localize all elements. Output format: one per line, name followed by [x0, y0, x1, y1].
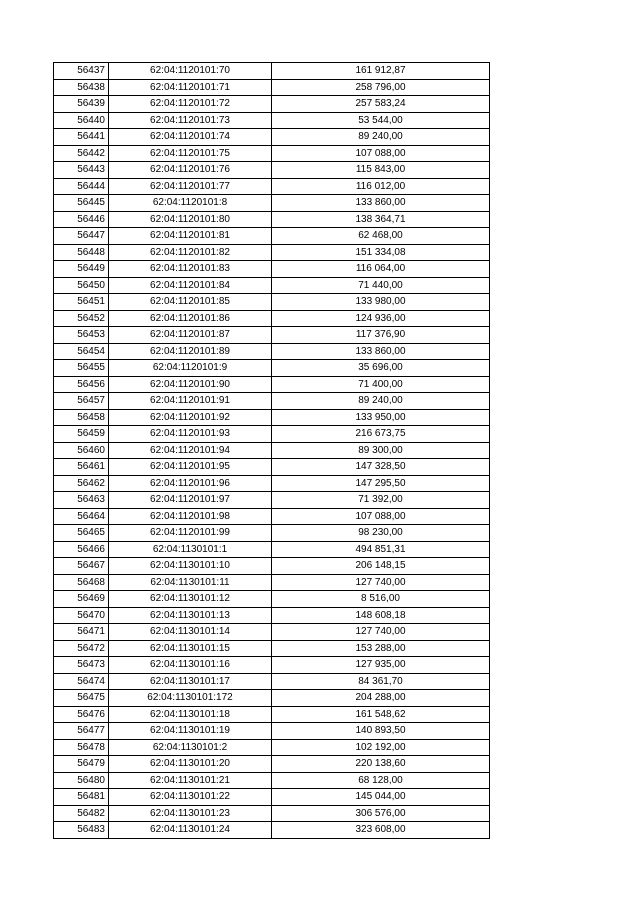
table-row [54, 739, 490, 756]
row-number-cell: 56453 [54, 327, 109, 344]
cadastral-number-cell: 62:04:1130101:22 [109, 789, 272, 806]
cadastral-value-cell: 8 516,00 [272, 591, 490, 608]
cadastral-number-cell: 62:04:1130101:1 [109, 541, 272, 558]
row-number-cell: 56455 [54, 360, 109, 377]
table-row [54, 327, 490, 344]
cadastral-value-cell: 147 328,50 [272, 459, 490, 476]
row-number-cell: 56469 [54, 591, 109, 608]
cadastral-value-cell: 89 240,00 [272, 393, 490, 410]
table-row [54, 244, 490, 261]
cadastral-value-cell: 98 230,00 [272, 525, 490, 542]
cadastral-value-cell: 161 912,87 [272, 63, 490, 80]
cadastral-number-cell: 62:04:1130101:20 [109, 756, 272, 773]
cadastral-value-cell: 147 295,50 [272, 475, 490, 492]
cadastral-value-cell: 124 936,00 [272, 310, 490, 327]
cadastral-value-cell: 127 740,00 [272, 574, 490, 591]
cadastral-value-cell: 206 148,15 [272, 558, 490, 575]
cadastral-value-cell: 115 843,00 [272, 162, 490, 179]
table-row [54, 772, 490, 789]
cadastral-value-cell: 84 361,70 [272, 673, 490, 690]
cadastral-number-cell: 62:04:1130101:11 [109, 574, 272, 591]
row-number-cell: 56444 [54, 178, 109, 195]
table-row [54, 541, 490, 558]
cadastral-value-cell: 127 740,00 [272, 624, 490, 641]
row-number-cell: 56467 [54, 558, 109, 575]
cadastral-value-cell: 71 392,00 [272, 492, 490, 509]
table-row [54, 162, 490, 179]
row-number-cell: 56478 [54, 739, 109, 756]
cadastral-value-cell: 62 468,00 [272, 228, 490, 245]
row-number-cell: 56468 [54, 574, 109, 591]
table-row [54, 805, 490, 822]
table-row [54, 789, 490, 806]
row-number-cell: 56480 [54, 772, 109, 789]
table-row [54, 343, 490, 360]
cadastral-number-cell: 62:04:1120101:72 [109, 96, 272, 113]
table-row [54, 310, 490, 327]
cadastral-value-cell: 494 851,31 [272, 541, 490, 558]
table-row [54, 426, 490, 443]
row-number-cell: 56479 [54, 756, 109, 773]
cadastral-value-cell: 148 608,18 [272, 607, 490, 624]
table-row [54, 376, 490, 393]
cadastral-value-cell: 89 300,00 [272, 442, 490, 459]
cadastral-number-cell: 62:04:1120101:89 [109, 343, 272, 360]
table-row [54, 277, 490, 294]
table-row [54, 756, 490, 773]
cadastral-value-cell: 35 696,00 [272, 360, 490, 377]
cadastral-number-cell: 62:04:1130101:2 [109, 739, 272, 756]
cadastral-number-cell: 62:04:1120101:85 [109, 294, 272, 311]
table-row [54, 525, 490, 542]
cadastral-value-cell: 71 440,00 [272, 277, 490, 294]
table-row [54, 442, 490, 459]
cadastral-value-cell: 258 796,00 [272, 79, 490, 96]
cadastral-value-cell: 161 548,62 [272, 706, 490, 723]
cadastral-value-table [53, 62, 490, 839]
cadastral-value-cell: 133 980,00 [272, 294, 490, 311]
cadastral-number-cell: 62:04:1120101:73 [109, 112, 272, 129]
table-row [54, 822, 490, 839]
table-row [54, 673, 490, 690]
cadastral-value-cell: 107 088,00 [272, 508, 490, 525]
cadastral-value-cell: 216 673,75 [272, 426, 490, 443]
table-row [54, 591, 490, 608]
row-number-cell: 56476 [54, 706, 109, 723]
cadastral-number-cell: 62:04:1130101:15 [109, 640, 272, 657]
table-row [54, 145, 490, 162]
cadastral-number-cell: 62:04:1120101:93 [109, 426, 272, 443]
cadastral-number-cell: 62:04:1130101:18 [109, 706, 272, 723]
cadastral-value-cell: 140 893,50 [272, 723, 490, 740]
cadastral-value-cell: 220 138,60 [272, 756, 490, 773]
cadastral-value-cell: 257 583,24 [272, 96, 490, 113]
table-row [54, 723, 490, 740]
row-number-cell: 56438 [54, 79, 109, 96]
row-number-cell: 56465 [54, 525, 109, 542]
table-row [54, 574, 490, 591]
row-number-cell: 56456 [54, 376, 109, 393]
table-row [54, 178, 490, 195]
cadastral-value-cell: 133 860,00 [272, 195, 490, 212]
cadastral-number-cell: 62:04:1120101:92 [109, 409, 272, 426]
cadastral-number-cell: 62:04:1120101:96 [109, 475, 272, 492]
row-number-cell: 56474 [54, 673, 109, 690]
table-row [54, 657, 490, 674]
cadastral-number-cell: 62:04:1120101:71 [109, 79, 272, 96]
row-number-cell: 56445 [54, 195, 109, 212]
table-row [54, 228, 490, 245]
cadastral-value-cell: 133 860,00 [272, 343, 490, 360]
row-number-cell: 56451 [54, 294, 109, 311]
table-row [54, 558, 490, 575]
cadastral-value-cell: 204 288,00 [272, 690, 490, 707]
row-number-cell: 56464 [54, 508, 109, 525]
cadastral-number-cell: 62:04:1120101:82 [109, 244, 272, 261]
cadastral-number-cell: 62:04:1120101:84 [109, 277, 272, 294]
row-number-cell: 56475 [54, 690, 109, 707]
cadastral-number-cell: 62:04:1120101:70 [109, 63, 272, 80]
table-row [54, 459, 490, 476]
cadastral-number-cell: 62:04:1120101:75 [109, 145, 272, 162]
cadastral-number-cell: 62:04:1120101:9 [109, 360, 272, 377]
cadastral-value-cell: 133 950,00 [272, 409, 490, 426]
row-number-cell: 56466 [54, 541, 109, 558]
row-number-cell: 56483 [54, 822, 109, 839]
table-row [54, 492, 490, 509]
row-number-cell: 56477 [54, 723, 109, 740]
cadastral-value-cell: 53 544,00 [272, 112, 490, 129]
row-number-cell: 56449 [54, 261, 109, 278]
row-number-cell: 56442 [54, 145, 109, 162]
cadastral-value-cell: 107 088,00 [272, 145, 490, 162]
table-row [54, 211, 490, 228]
row-number-cell: 56454 [54, 343, 109, 360]
cadastral-value-cell: 117 376,90 [272, 327, 490, 344]
cadastral-number-cell: 62:04:1130101:19 [109, 723, 272, 740]
cadastral-number-cell: 62:04:1130101:10 [109, 558, 272, 575]
table-row [54, 475, 490, 492]
cadastral-number-cell: 62:04:1130101:17 [109, 673, 272, 690]
cadastral-value-cell: 116 064,00 [272, 261, 490, 278]
row-number-cell: 56441 [54, 129, 109, 146]
table-row [54, 393, 490, 410]
table-row [54, 96, 490, 113]
cadastral-number-cell: 62:04:1120101:81 [109, 228, 272, 245]
cadastral-value-cell: 153 288,00 [272, 640, 490, 657]
cadastral-value-cell: 145 044,00 [272, 789, 490, 806]
row-number-cell: 56457 [54, 393, 109, 410]
cadastral-number-cell: 62:04:1130101:24 [109, 822, 272, 839]
cadastral-value-cell: 116 012,00 [272, 178, 490, 195]
cadastral-number-cell: 62:04:1130101:172 [109, 690, 272, 707]
table-row [54, 607, 490, 624]
table-row [54, 195, 490, 212]
table-row [54, 624, 490, 641]
cadastral-value-cell: 68 128,00 [272, 772, 490, 789]
row-number-cell: 56470 [54, 607, 109, 624]
row-number-cell: 56471 [54, 624, 109, 641]
cadastral-number-cell: 62:04:1120101:76 [109, 162, 272, 179]
row-number-cell: 56461 [54, 459, 109, 476]
cadastral-value-cell: 138 364,71 [272, 211, 490, 228]
row-number-cell: 56459 [54, 426, 109, 443]
row-number-cell: 56481 [54, 789, 109, 806]
row-number-cell: 56450 [54, 277, 109, 294]
cadastral-number-cell: 62:04:1120101:8 [109, 195, 272, 212]
cadastral-value-cell: 306 576,00 [272, 805, 490, 822]
row-number-cell: 56462 [54, 475, 109, 492]
table-row [54, 129, 490, 146]
row-number-cell: 56482 [54, 805, 109, 822]
table-row [54, 640, 490, 657]
cadastral-number-cell: 62:04:1130101:16 [109, 657, 272, 674]
cadastral-value-cell: 127 935,00 [272, 657, 490, 674]
cadastral-number-cell: 62:04:1120101:97 [109, 492, 272, 509]
table-row [54, 690, 490, 707]
cadastral-value-cell: 151 334,08 [272, 244, 490, 261]
row-number-cell: 56446 [54, 211, 109, 228]
cadastral-value-cell: 89 240,00 [272, 129, 490, 146]
cadastral-number-cell: 62:04:1130101:13 [109, 607, 272, 624]
table-row [54, 112, 490, 129]
cadastral-number-cell: 62:04:1120101:87 [109, 327, 272, 344]
cadastral-number-cell: 62:04:1120101:95 [109, 459, 272, 476]
table-body [54, 63, 490, 839]
cadastral-value-cell: 323 608,00 [272, 822, 490, 839]
cadastral-number-cell: 62:04:1120101:77 [109, 178, 272, 195]
table-row [54, 706, 490, 723]
cadastral-number-cell: 62:04:1120101:99 [109, 525, 272, 542]
row-number-cell: 56437 [54, 63, 109, 80]
table-row [54, 79, 490, 96]
cadastral-number-cell: 62:04:1120101:91 [109, 393, 272, 410]
cadastral-value-cell: 102 192,00 [272, 739, 490, 756]
cadastral-number-cell: 62:04:1120101:94 [109, 442, 272, 459]
cadastral-number-cell: 62:04:1120101:98 [109, 508, 272, 525]
row-number-cell: 56472 [54, 640, 109, 657]
row-number-cell: 56447 [54, 228, 109, 245]
cadastral-number-cell: 62:04:1130101:23 [109, 805, 272, 822]
row-number-cell: 56448 [54, 244, 109, 261]
table-row [54, 360, 490, 377]
row-number-cell: 56473 [54, 657, 109, 674]
row-number-cell: 56460 [54, 442, 109, 459]
cadastral-number-cell: 62:04:1120101:74 [109, 129, 272, 146]
cadastral-number-cell: 62:04:1120101:83 [109, 261, 272, 278]
row-number-cell: 56440 [54, 112, 109, 129]
cadastral-number-cell: 62:04:1120101:86 [109, 310, 272, 327]
cadastral-number-cell: 62:04:1130101:14 [109, 624, 272, 641]
table-row [54, 261, 490, 278]
cadastral-number-cell: 62:04:1120101:90 [109, 376, 272, 393]
cadastral-number-cell: 62:04:1120101:80 [109, 211, 272, 228]
cadastral-number-cell: 62:04:1130101:12 [109, 591, 272, 608]
cadastral-value-cell: 71 400,00 [272, 376, 490, 393]
table-row [54, 409, 490, 426]
row-number-cell: 56443 [54, 162, 109, 179]
row-number-cell: 56463 [54, 492, 109, 509]
table-row [54, 63, 490, 80]
row-number-cell: 56458 [54, 409, 109, 426]
table-row [54, 294, 490, 311]
row-number-cell: 56439 [54, 96, 109, 113]
table-row [54, 508, 490, 525]
cadastral-number-cell: 62:04:1130101:21 [109, 772, 272, 789]
row-number-cell: 56452 [54, 310, 109, 327]
